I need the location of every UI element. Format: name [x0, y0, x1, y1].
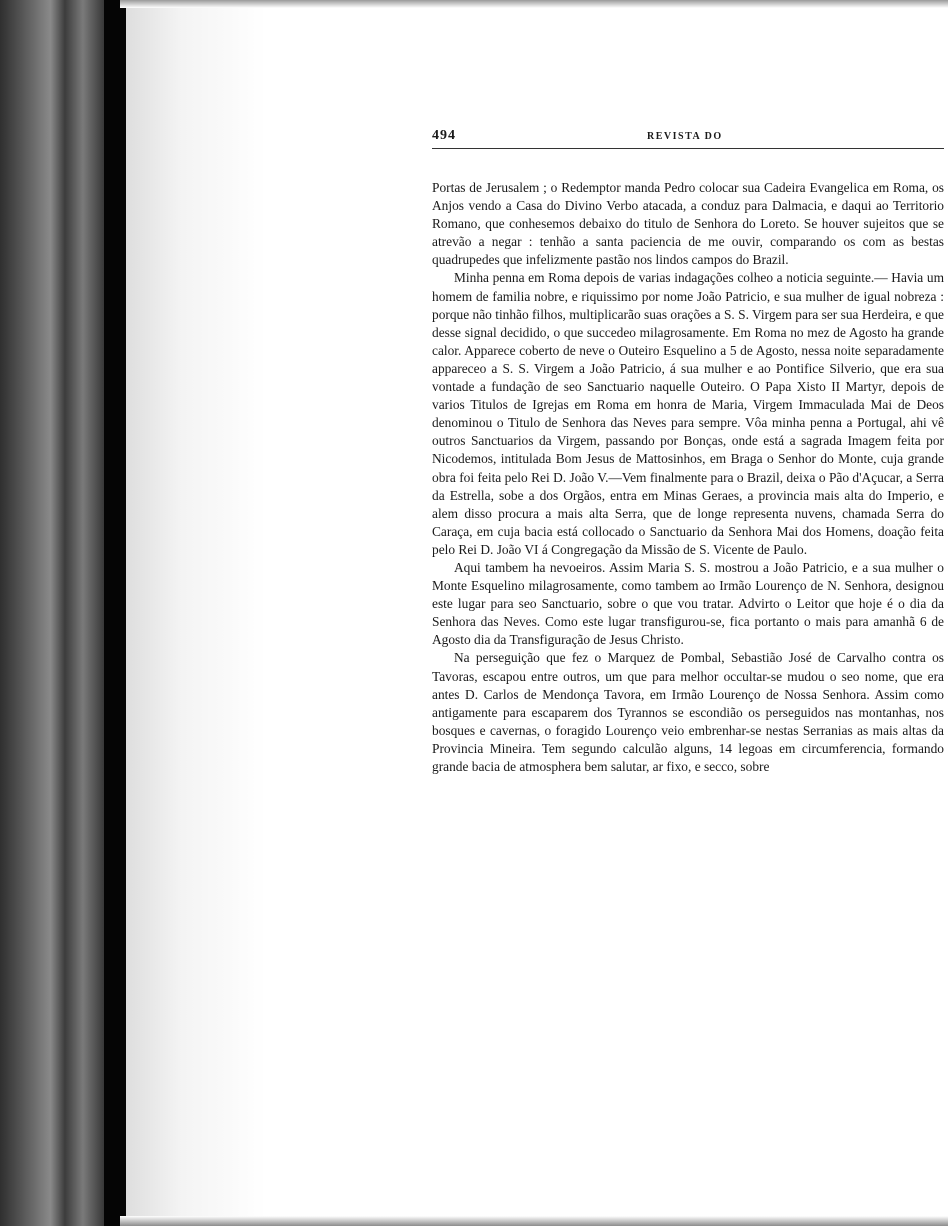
scan-bottom-shadow: [120, 1216, 948, 1226]
page-number: 494: [432, 128, 456, 143]
paragraph-1: Portas de Jerusalem ; o Redemptor manda Pedro colocar sua Cadeira Evangelica em Roma, os Anjos vendo a Casa do Divino Verbo atacada, a conduz para Dalmacia, e daqui ao Territorio Romano, que conhesemos debaixo do titulo de Senhora do Loreto. Se houver sujeitos que se atrevão a negar : tenhão a santa paciencia de me ouvir, comparando os com as bestas quadrupedes que infelizmente pastão nos lindos campos do Brazil.: [432, 180, 944, 268]
running-title: REVISTA DO: [647, 131, 723, 142]
scan-top-shadow: [120, 0, 948, 8]
scan-binding-shadow: [0, 0, 112, 1226]
paragraph-3: Aqui tambem ha nevoeiros. Assim Maria S. S. mostrou a João Patricio, e a sua mulher o Monte Esquelino milagrosamente, como tambem ao Irmão Lourenço de N. Senhora, designou este lugar para seo Sanctuario, sobre o que vou tratar. Advirto o Leitor que hoje é o dia da Senhora das Neves. Como este lugar transfigurou-se, fica portanto o mais para amanhã 6 de Agosto dia da Transfiguração de Jesus Christo.: [432, 559, 944, 648]
paragraph-2: Minha penna em Roma depois de varias indagações colheo a noticia seguinte.— Havia um homem de familia nobre, e riquissimo por nome João Patricio, e sua mulher de igual nobreza : porque não tinhão filhos, multiplicarão suas orações a S. S. Virgem para ser sua Herdeira, e que desse signal decidido, o que succedeo milagrosamente. Em Roma no mez de Agosto ha grande calor. Apparece coberto de neve o Outeiro Esquelino a 5 de Agosto, nessa noite separadamente appareceo a S. S. Virgem a João Patricio, á sua mulher e ao Pontifice Silverio, que era sua vontade a fundação de seo Sanctuario naquelle Outeiro. O Papa Xisto II Martyr, depois de varios Titulos de Igrejas em Roma em honra de Maria, Virgem Immaculada Mai de Deos denominou o Titulo de Senhora das Neves para sempre. Vôa minha penna a Portugal, ahi vê outros Sanctuarios da Virgem, passando por Bonças, onde está a sagrada Imagem feita por Nicodemos, intitulada Bom Jesus de Mattosinhos, em Braga o Senhor do Monte, cuja grande obra foi feita pelo Rei D. João V.—Vem finalmente para o Brazil, deixa o Pão d'Açucar, a Serra da Estrella, sobe a dos Orgãos, entra em Minas Geraes, a provincia mais alta do Imperio, e alem disso procura a mais alta Serra, que de longe representa nuvens, chamada Serra do Caraça, em cuja bacia está collocado o Sanctuario da Senhora Mai dos Homens, doação feita pelo Rei D. João VI á Congregação da Missão de S. Vicente de Paulo.: [432, 270, 944, 557]
page-header: [432, 128, 944, 149]
document-page: [432, 128, 944, 776]
scan-page-edge: [104, 0, 126, 1226]
paragraph-4: Na perseguição que fez o Marquez de Pombal, Sebastião José de Carvalho contra os Tavoras, escapou entre outros, um que para melhor occultar-se mudou o seo nome, que era antes D. Carlos de Mendonça Tavora, em Irmão Lourenço de Nossa Senhora. Assim como antigamente para escaparem dos Tyrannos se escondião os perseguidos nas montanhas, nos bosques e cavernas, o foragido Lourenço veio embrenhar-se nestas Serranias as mais altas da Provincia Mineira. Tem segundo calculão alguns, 14 legoas em circumferencia, formando grande bacia de atmosphera bem salutar, ar fixo, e secco, sobre: [432, 650, 944, 774]
scan-gutter: [126, 0, 266, 1226]
body-text: [432, 179, 944, 776]
